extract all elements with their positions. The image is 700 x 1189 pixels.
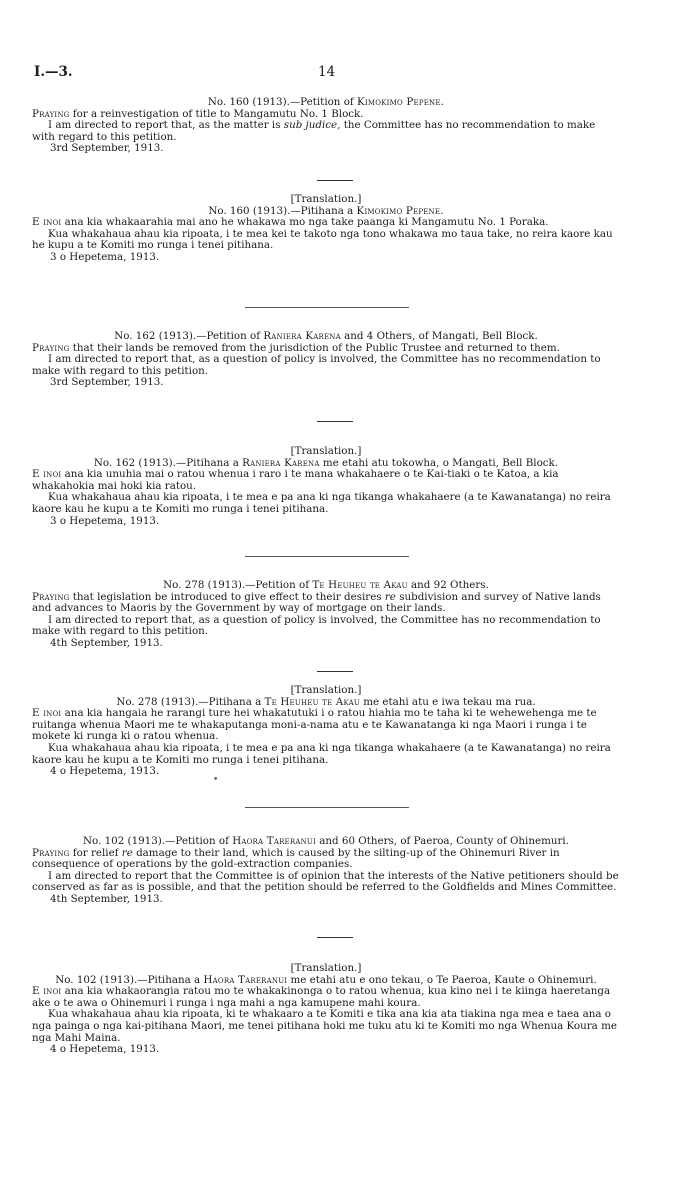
report-date: 4th September, 1913. <box>50 636 163 649</box>
section-divider <box>245 807 409 808</box>
petition-title: No. 278 (1913).—Petition of Te Heuheu te Akau and 92 Others. <box>163 579 489 591</box>
petition-title: No. 160 (1913).—Petition of Kimokimo Pepene. <box>207 96 445 108</box>
report-date: 3 o Hepetema, 1913. <box>50 250 160 263</box>
section-divider <box>317 937 353 938</box>
petition-160-english <box>32 97 620 155</box>
prayer-paragraph: E inoi ana kia whakaarahia mai ano he whakawa mo nga take paanga ki Mangamutu No. 1 Poraka. <box>32 216 549 229</box>
paper-series-number: I.—3. <box>34 64 73 80</box>
petition-title: No. 160 (1913).—Pitihana a Kimokimo Pepene. <box>208 204 444 217</box>
prayer-paragraph: E inoi ana kia whakaorangia ratou mo te whakakinonga o to ratou whenua, kua kino nei i te kiinga haeretanga ake o te awa o Ohinemuri i runga i nga mahi a nga kamupene mahi koura. <box>32 985 611 1009</box>
report-paragraph: I am directed to report that, as a question of policy is involved, the Committee has no recommendation to make with regard to this petition. <box>32 353 601 377</box>
report-date: 4 o Hepetema, 1913. <box>50 765 160 778</box>
report-date: 3 o Hepetema, 1913. <box>50 514 160 527</box>
petition-278-maori <box>32 685 620 778</box>
petition-102-english <box>32 836 620 906</box>
report-paragraph: I am directed to report that, as a question of policy is involved, the Committee has no recommendation to make with regard to this petition. <box>32 613 601 638</box>
prayer-paragraph: Praying for a reinvestigation of title to Mangamutu No. 1 Block. <box>32 107 364 120</box>
section-divider <box>245 556 409 557</box>
translation-label: [Translation.] <box>290 445 362 457</box>
petition-162-maori <box>32 446 620 527</box>
report-paragraph: Kua whakahaua ahau kia ripoata, i te mea e pa ana ki nga tikanga whakahaere (a te Kawanatanga) no reira kaore kau he kupu a te Komiti mo runga i tenei pitihana. <box>32 491 611 515</box>
report-date: 4th September, 1913. <box>50 892 163 905</box>
petition-102-maori <box>32 963 620 1056</box>
report-paragraph: Kua whakahaua ahau kia ripoata, i te mea e pa ana ki nga tikanga whakahaere (a te Kawanatanga) no reira kaore kau he kupu a te Komiti mo runga i tenei pitihana. <box>32 741 611 766</box>
petition-title: No. 102 (1913).—Petition of Haora Tareranui and 60 Others, of Paeroa, County of Ohinemuri. <box>83 835 569 847</box>
translation-label: [Translation.] <box>290 684 362 696</box>
page-number: 14 <box>318 64 336 80</box>
petition-title: No. 162 (1913).—Pitihana a Raniera Karena me etahi atu tokowha, o Mangati, Bell Block. <box>93 456 559 469</box>
petition-title: No. 162 (1913).—Petition of Raniera Karena and 4 Others, of Mangati, Bell Block. <box>114 330 538 342</box>
section-divider <box>317 180 353 181</box>
report-paragraph: I am directed to report that the Committee is of opinion that the interests of the Native petitioners should be conserved as far as is possible, and that the petition should be referred to the Goldfields and Mines Committee. <box>32 869 619 894</box>
petition-title: No. 278 (1913).—Pitihana a Te Heuheu te Akau me etahi atu e iwa tekau ma rua. <box>116 695 536 708</box>
section-divider <box>317 671 353 672</box>
report-paragraph: Kua whakahaua ahau kia ripoata, i te mea kei te takoto nga tono whakawa mo taua take, no reira kaore kau he kupu a te Komiti mo runga i tenei pitihana. <box>32 227 613 252</box>
prayer-paragraph: Praying that legislation be introduced to give effect to their desires re subdivision and survey of Native lands and advances to Maoris by the Government by way of mortgage on their lands. <box>32 590 601 615</box>
section-divider <box>245 307 409 308</box>
prayer-paragraph: E inoi ana kia hangaia he rarangi ture hei whakatutuki i o ratou hiahia mo te taha ki te wehewehenga me te ruitanga whenua Maori me te whakaputanga moni-a-nama atu e te Kawanatanga ki nga Maori i runga i te mokete ki runga ki o ratou whenua. <box>32 707 597 743</box>
petition-278-english <box>32 580 620 650</box>
report-paragraph: Kua whakahaua ahau kia ripoata, ki te whakaaro a te Komiti e tika ana kia ata tiakina nga mea e taea ana o nga painga o nga kai-pitihana Maori, me tenei pitihana hoki me tuku atu ki te Komiti mo nga Whenua Koura me nga Mahi Maina. <box>32 1008 617 1044</box>
report-date: 3rd September, 1913. <box>50 142 164 155</box>
section-divider <box>317 421 353 422</box>
translation-label: [Translation.] <box>290 193 362 205</box>
prayer-paragraph: E inoi ana kia unuhia mai o ratou whenua i raro i te mana whakahaere o te Kai-tiaki o te Katoa, a kia whakahokia mai hoki kia ratou. <box>32 468 559 492</box>
print-speck: • <box>213 775 219 785</box>
prayer-paragraph: Praying that their lands be removed from the jurisdiction of the Public Trustee and returned to them. <box>32 341 560 354</box>
report-date: 3rd September, 1913. <box>50 376 164 389</box>
report-date: 4 o Hepetema, 1913. <box>50 1043 160 1056</box>
petition-160-maori <box>32 194 620 264</box>
prayer-paragraph: Praying for relief re damage to their land, which is caused by the silting-up of the Ohinemuri River in consequence of operations by the gold-extraction companies. <box>32 846 560 871</box>
petition-162-english <box>32 331 620 389</box>
report-paragraph: I am directed to report that, as the matter is sub judice, the Committee has no recommendation to make with regard to this petition. <box>32 119 596 143</box>
translation-label: [Translation.] <box>290 962 362 974</box>
petition-title: No. 102 (1913).—Pitihana a Haora Tareranui me etahi atu e ono tekau, o Te Paeroa, Kaute o Ohinemuri. <box>55 973 597 986</box>
